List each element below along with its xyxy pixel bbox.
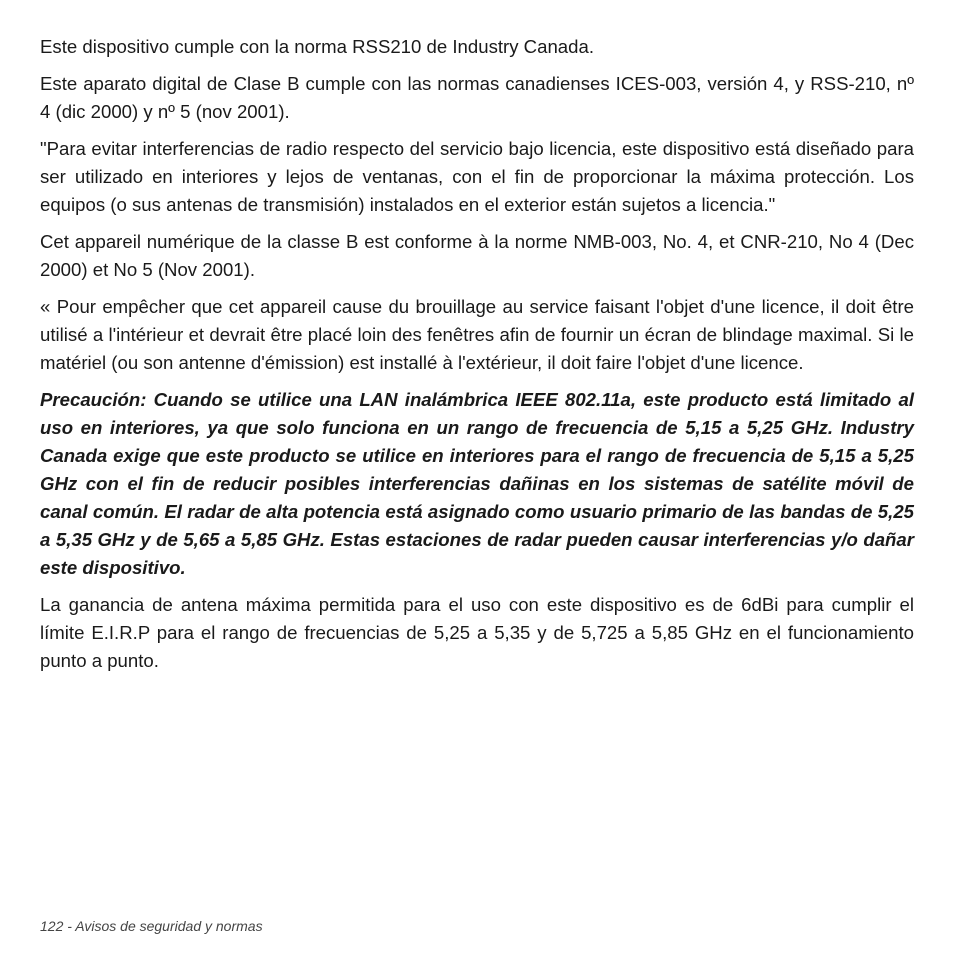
paragraph-licence-es: "Para evitar interferencias de radio respecto del servicio bajo licencia, este dispositivo está diseñado para ser utilizado en interiores y lejos de ventanas, con el fin de proporcionar la máxima protección. Los equipos (o sus antenas de transmisión) instalados en el exterior están sujetos a licencia." [40, 138, 914, 215]
paragraph-licence-fr: « Pour empêcher que cet appareil cause du brouillage au service faisant l'objet d'une licence, il doit être utilisé a l'intérieur et devrait être placé loin des fenêtres afin de fournir un écran de blindage maximal. Si le matériel (ou son antenne d'émission) est installé à l'extérieur, il doit faire l'objet d'une licence. [40, 296, 914, 373]
paragraph-precaution-warning: Precaución: Cuando se utilice una LAN inalámbrica IEEE 802.11a, este producto está limitado al uso en interiores, ya que solo funciona en un rango de frecuencia de 5,15 a 5,25 GHz. Industry Canada exige que este producto se utilice en interiores para el rango de frecuencia de 5,15 a 5,25 GHz con el fin de reducir posibles interferencias dañinas en los sistemas de satélite móvil de canal común. El radar de alta potencia está asignado como usuario primario de las bandas de 5,25 a 5,35 GHz y de 5,65 a 5,85 GHz. Estas estaciones de radar pueden causar interferencias y/o dañar este dispositivo. [40, 389, 914, 578]
paragraph-class-b-fr: Cet appareil numérique de la classe B est conforme à la norme NMB-003, No. 4, et CNR-210, No 4 (Dec 2000) et No 5 (Nov 2001). [40, 231, 914, 280]
paragraph-antenna-gain: La ganancia de antena máxima permitida para el uso con este dispositivo es de 6dBi para cumplir el límite E.I.R.P para el rango de frecuencias de 5,25 a 5,35 y de 5,725 a 5,85 GHz en el funcionamiento punto a punto. [40, 594, 914, 671]
paragraph-class-b-es: Este aparato digital de Clase B cumple con las normas canadienses ICES-003, versión 4, y RSS-210, nº 4 (dic 2000) y nº 5 (nov 2001). [40, 73, 914, 122]
document-body [40, 33, 914, 684]
page-footer: 122 - Avisos de seguridad y normas [40, 918, 263, 934]
paragraph-rss210: Este dispositivo cumple con la norma RSS210 de Industry Canada. [40, 36, 594, 57]
